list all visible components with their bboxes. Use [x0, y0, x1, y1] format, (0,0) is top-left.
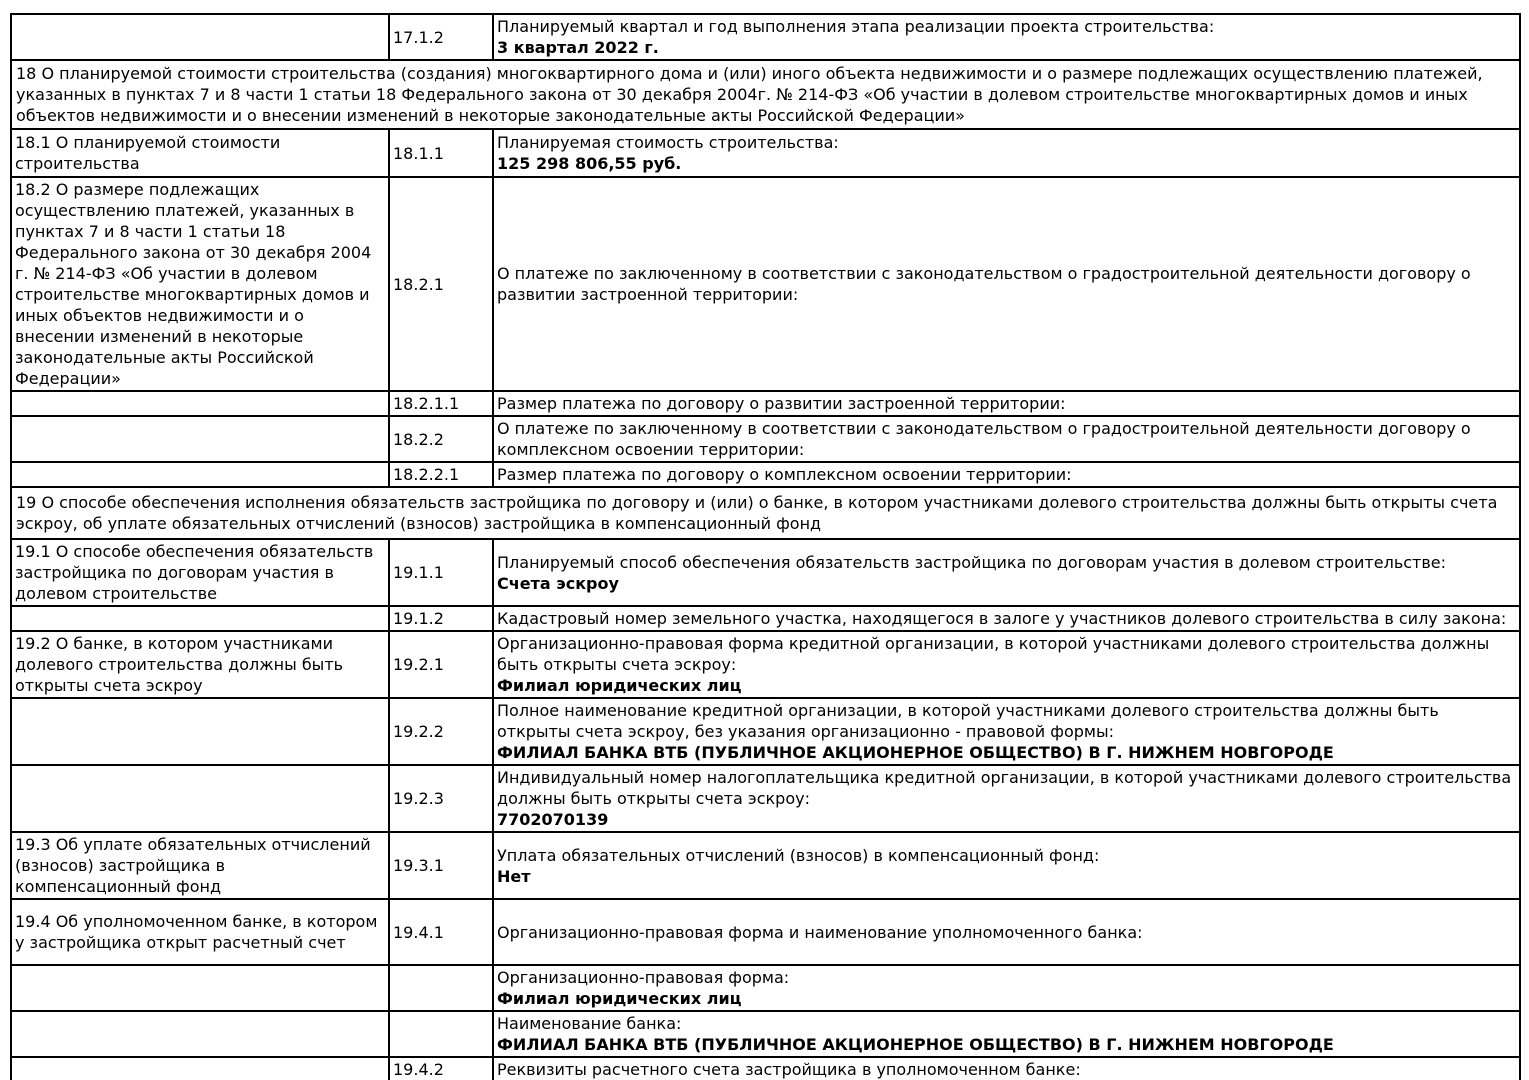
section-description-cell	[11, 1057, 389, 1080]
item-code-cell	[389, 14, 493, 60]
section-header-text: 18 О планируемой стоимости строительства (создания) многоквартирного дома и (или) иного объекта недвижимости и о размере подлежащих осуществлению платежей, указанных в пунктах 7 и 8 части 1 статьи 18 Федерального закона от 30 декабря 2004г. № 214-ФЗ «Об участии в долевом строительстве многоквартирных домов и иных объектов недвижимости и о внесении изменений в некоторые законодательные акты Российской Федерации»	[16, 64, 1483, 125]
field-label: Наименование банка:	[497, 1014, 682, 1033]
item-code-cell	[389, 129, 493, 177]
table-row	[11, 631, 1520, 698]
table-row	[11, 899, 1520, 965]
item-content-cell	[493, 832, 1520, 899]
item-content-cell	[493, 539, 1520, 606]
item-code: 19.2.3	[393, 789, 444, 808]
table-row	[11, 539, 1520, 606]
item-code-cell	[389, 965, 493, 1011]
table-row	[11, 1011, 1520, 1057]
section-description-cell	[11, 14, 389, 60]
item-code: 18.2.2	[393, 429, 444, 449]
item-code-cell	[389, 1011, 493, 1057]
section-description: 19.1 О способе обеспечения обязательств застройщика по договорам участия в долевом строительстве	[15, 542, 374, 603]
table-row	[11, 391, 1520, 416]
item-code: 17.1.2	[393, 27, 444, 47]
item-code-cell	[389, 698, 493, 765]
item-content-cell	[493, 129, 1520, 177]
project-declaration-table	[10, 13, 1521, 1080]
item-code-cell	[389, 765, 493, 832]
section-description-cell	[11, 631, 389, 698]
item-content-cell	[493, 765, 1520, 832]
item-code-cell	[389, 606, 493, 631]
field-label: Реквизиты расчетного счета застройщика в уполномоченном банке:	[497, 1060, 1081, 1079]
item-content-cell	[493, 606, 1520, 631]
section-description-cell	[11, 539, 389, 606]
item-code-cell	[389, 832, 493, 899]
item-content-cell	[493, 177, 1520, 391]
section-description-cell	[11, 832, 389, 899]
field-label: Кадастровый номер земельного участка, находящегося в залоге у участников долевого строительства в силу закона:	[497, 609, 1507, 628]
section-description-cell	[11, 765, 389, 832]
item-content-cell	[493, 14, 1520, 60]
section-description: 19.4 Об уполномоченном банке, в котором у застройщика открыт расчетный счет	[15, 912, 378, 952]
table-row	[11, 965, 1520, 1011]
table-body	[11, 14, 1520, 1080]
section-header-row	[11, 60, 1520, 129]
table-row	[11, 765, 1520, 832]
field-label: Индивидуальный номер налогоплательщика кредитной организации, в которой участниками долевого строительства должны быть открыты счета эскроу:	[497, 768, 1512, 808]
section-description-cell	[11, 391, 389, 416]
section-description: 18.1 О планируемой стоимости строительства	[15, 133, 281, 173]
item-code-cell	[389, 631, 493, 698]
section-description-cell	[11, 899, 389, 965]
field-label: Уплата обязательных отчислений (взносов) в компенсационный фонд:	[497, 845, 1100, 865]
field-label: О платеже по заключенному в соответствии с законодательством о градостроительной деятельности договору о комплексном освоении территории:	[497, 419, 1471, 459]
section-description: 19.3 Об уплате обязательных отчислений (взносов) застройщика в компенсационный фонд	[15, 835, 371, 896]
item-code-cell	[389, 416, 493, 462]
item-code: 19.2.1	[393, 655, 444, 674]
section-header-row	[11, 487, 1520, 539]
field-label: Полное наименование кредитной организации, в которой участниками долевого строительства должны быть открыты счета эскроу, без указания организационно - правовой формы:	[497, 701, 1439, 741]
table-row	[11, 129, 1520, 177]
field-value: 125 298 806,55 руб.	[497, 154, 682, 173]
item-content-cell	[493, 899, 1520, 965]
field-label: Планируемый способ обеспечения обязательств застройщика по договорам участия в долевом строительстве:	[497, 552, 1447, 572]
section-description: 19.2 О банке, в котором участниками долевого строительства должны быть открыты счета эскроу	[15, 634, 344, 695]
table-row	[11, 832, 1520, 899]
field-label: О платеже по заключенному в соответствии с законодательством о градостроительной деятельности договору о развитии застроенной территории:	[497, 264, 1471, 304]
field-value: 3 квартал 2022 г.	[497, 38, 659, 57]
section-description-cell	[11, 177, 389, 391]
section-description-cell	[11, 462, 389, 487]
item-code: 18.2.2.1	[393, 465, 460, 484]
field-label: Организационно-правовая форма кредитной организации, в которой участниками долевого строительства должны быть открыты счета эскроу:	[497, 634, 1490, 674]
field-value: Филиал юридических лиц	[497, 989, 742, 1008]
section-description-cell	[11, 416, 389, 462]
field-value: Нет	[497, 866, 531, 886]
table-row	[11, 462, 1520, 487]
item-content-cell	[493, 1057, 1520, 1080]
item-content-cell	[493, 462, 1520, 487]
field-label: Организационно-правовая форма и наименование уполномоченного банка:	[497, 922, 1143, 942]
item-content-cell	[493, 631, 1520, 698]
field-label: Размер платежа по договору о комплексном освоении территории:	[497, 465, 1072, 484]
section-header-cell	[11, 60, 1520, 129]
field-value: ФИЛИАЛ БАНКА ВТБ (ПУБЛИЧНОЕ АКЦИОНЕРНОЕ ОБЩЕСТВО) В Г. НИЖНЕМ НОВГОРОДЕ	[497, 743, 1334, 762]
section-description-cell	[11, 129, 389, 177]
item-code-cell	[389, 899, 493, 965]
item-content-cell	[493, 1011, 1520, 1057]
table-row	[11, 606, 1520, 631]
item-content-cell	[493, 391, 1520, 416]
item-code: 18.1.1	[393, 143, 444, 163]
item-content-cell	[493, 416, 1520, 462]
table-row	[11, 177, 1520, 391]
item-code-cell	[389, 391, 493, 416]
section-header-text: 19 О способе обеспечения исполнения обязательств застройщика по договору и (или) о банке, в котором участниками долевого строительства должны быть открыты счета эскроу, об уплате обязательных отчислений (взносов) застройщика в компенсационный фонд	[16, 493, 1498, 533]
field-value: Филиал юридических лиц	[497, 676, 742, 695]
item-code: 19.1.1	[393, 563, 444, 582]
section-description-cell	[11, 698, 389, 765]
field-value: 7702070139	[497, 810, 609, 829]
field-value: ФИЛИАЛ БАНКА ВТБ (ПУБЛИЧНОЕ АКЦИОНЕРНОЕ ОБЩЕСТВО) В Г. НИЖНЕМ НОВГОРОДЕ	[497, 1035, 1334, 1054]
item-code: 19.2.2	[393, 722, 444, 741]
field-label: Планируемая стоимость строительства:	[497, 133, 839, 152]
item-code: 19.4.2	[393, 1060, 444, 1079]
field-label: Размер платежа по договору о развитии застроенной территории:	[497, 394, 1066, 413]
section-description-cell	[11, 965, 389, 1011]
item-code-cell	[389, 539, 493, 606]
section-header-cell	[11, 487, 1520, 539]
field-value: Счета эскроу	[497, 573, 619, 593]
item-code-cell	[389, 462, 493, 487]
item-content-cell	[493, 698, 1520, 765]
table-row	[11, 14, 1520, 60]
section-description-cell	[11, 606, 389, 631]
section-description-cell	[11, 1011, 389, 1057]
item-code-cell	[389, 1057, 493, 1080]
table-row	[11, 1057, 1520, 1080]
item-content-cell	[493, 965, 1520, 1011]
item-code: 19.1.2	[393, 609, 444, 628]
item-code: 18.2.1	[393, 274, 444, 294]
field-label: Планируемый квартал и год выполнения этапа реализации проекта строительства:	[497, 17, 1215, 36]
item-code-cell	[389, 177, 493, 391]
item-code: 18.2.1.1	[393, 394, 460, 413]
field-label: Организационно-правовая форма:	[497, 968, 790, 987]
table-row	[11, 416, 1520, 462]
item-code: 19.3.1	[393, 856, 444, 875]
table-row	[11, 698, 1520, 765]
section-description: 18.2 О размере подлежащих осуществлению платежей, указанных в пунктах 7 и 8 части 1 статьи 18 Федерального закона от 30 декабря 2004 г. № 214-ФЗ «Об участии в долевом строительстве многоквартирных домов и иных объектов недвижимости и о внесении изменений в некоторые законодательные акты Российской Федерации»	[15, 180, 372, 388]
item-code: 19.4.1	[393, 922, 444, 942]
